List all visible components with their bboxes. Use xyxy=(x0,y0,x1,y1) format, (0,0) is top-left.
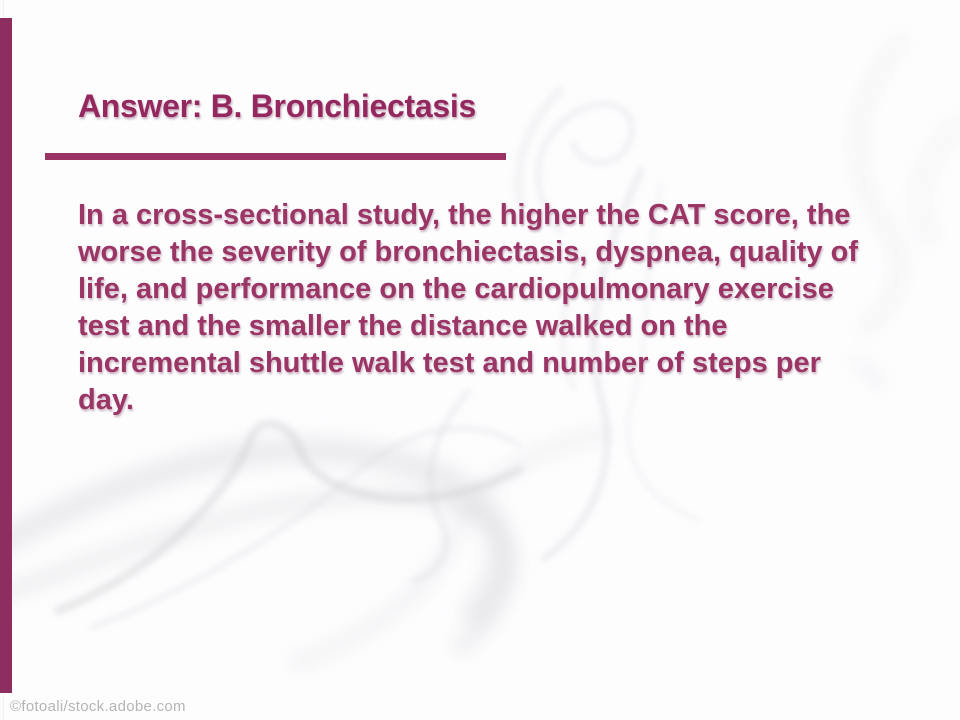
title-underline xyxy=(45,153,506,160)
body-text xyxy=(78,197,858,419)
page-title: Answer: B. Bronchiectasis xyxy=(78,88,476,124)
stock-photo-watermark: ©fotoali/stock.adobe.com xyxy=(10,698,186,715)
body-line: test and the smaller the distance walked on the xyxy=(78,310,728,342)
body-line: life, and performance on the cardiopulmonary exercise xyxy=(78,273,834,305)
body-line: day. xyxy=(78,384,134,416)
body-line: In a cross-sectional study, the higher the CAT score, the xyxy=(78,199,851,231)
accent-stripe xyxy=(0,18,12,693)
body-line: incremental shuttle walk test and number of steps per xyxy=(78,347,821,379)
body-line: worse the severity of bronchiectasis, dyspnea, quality of xyxy=(78,236,859,268)
